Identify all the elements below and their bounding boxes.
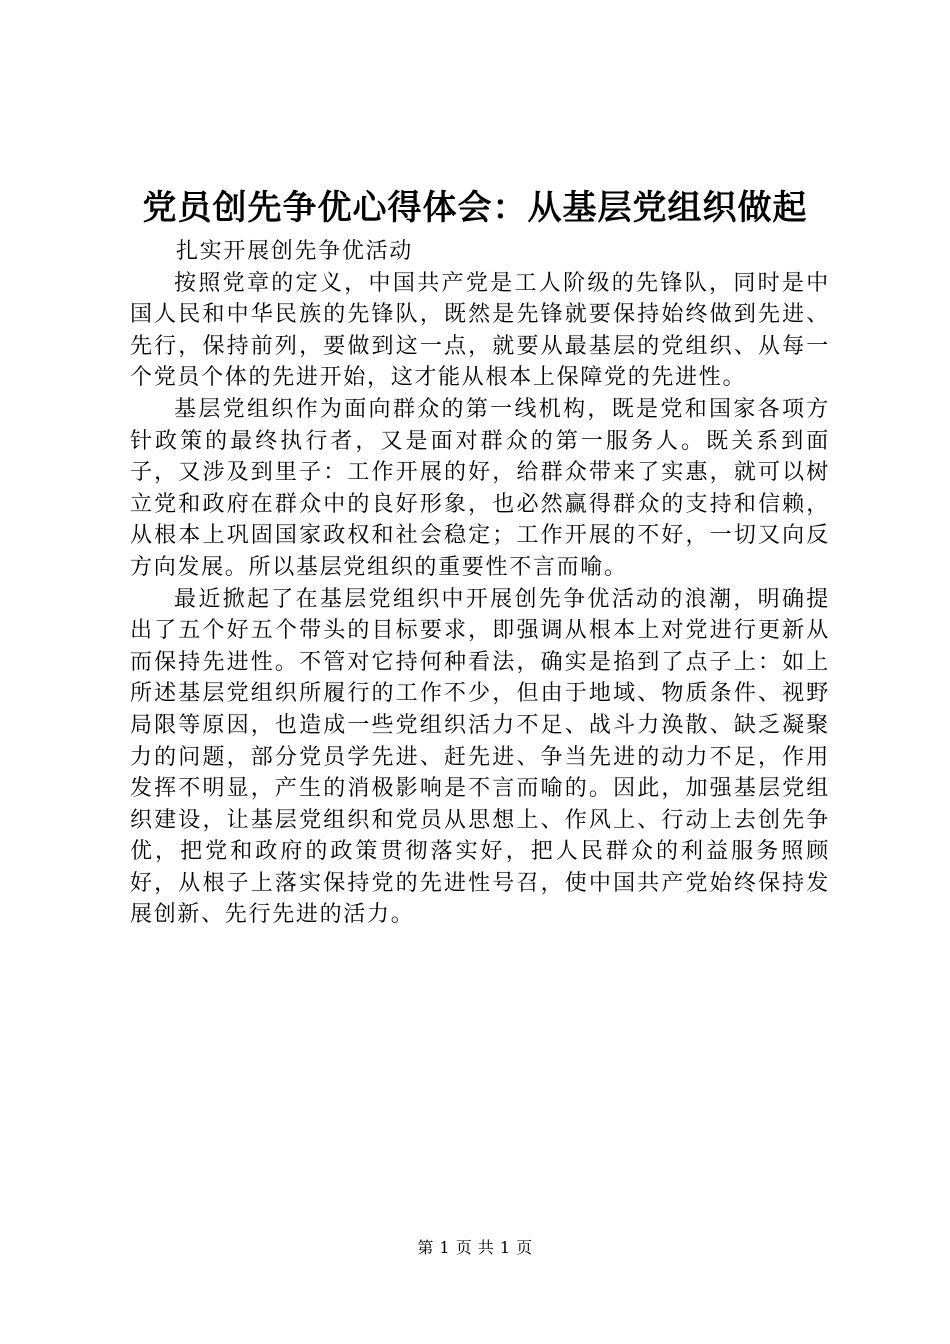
paragraph: 基层党组织作为面向群众的第一线机构，既是党和国家各项方针政策的最终执行者，又是面对群众的第一服务人。既关系到面子，又涉及到里子：工作开展的好，给群众带来了实惠，就可以树立党和政府在群众中的良好形象，也必然赢得群众的支持和信赖，从根本上巩固国家政权和社会稳定；工作开展的不好，一切又向反方向发展。所以基层党组织的重要性不言而喻。 xyxy=(130,396,830,580)
document-body xyxy=(130,236,830,931)
paragraph: 最近掀起了在基层党组织中开展创先争优活动的浪潮，明确提出了五个好五个带头的目标要求，即强调从根本上对党进行更新从而保持先进性。不管对它持何种看法，确实是掐到了点子上：如上所述基层党组织所履行的工作不少，但由于地域、物质条件、视野局限等原因，也造成一些党组织活力不足、战斗力涣散、缺乏凝聚力的问题，部分党员学先进、赶先进、争当先进的动力不足，作用发挥不明显，产生的消极影响是不言而喻的。因此，加强基层党组织建设，让基层党组织和党员从思想上、作风上、行动上去创先争优，把党和政府的政策贯彻落实好，把人民群众的利益服务照顾好，从根子上落实保持党的先进性号召，使中国共产党始终保持发展创新、先行先进的活力。 xyxy=(130,586,830,928)
document-subheading: 扎实开展创先争优活动 xyxy=(176,239,414,264)
document-title: 党员创先争优心得体会：从基层党组织做起 xyxy=(142,188,808,228)
page-footer: 第 1 页 共 1 页 xyxy=(417,1238,533,1257)
paragraph: 按照党章的定义，中国共产党是工人阶级的先锋队，同时是中国人民和中华民族的先锋队，既然是先锋就要保持始终做到先进、先行，保持前列，要做到这一点，就要从最基层的党组织、从每一个党员个体的先进开始，这才能从根本上保障党的先进性。 xyxy=(130,270,830,391)
